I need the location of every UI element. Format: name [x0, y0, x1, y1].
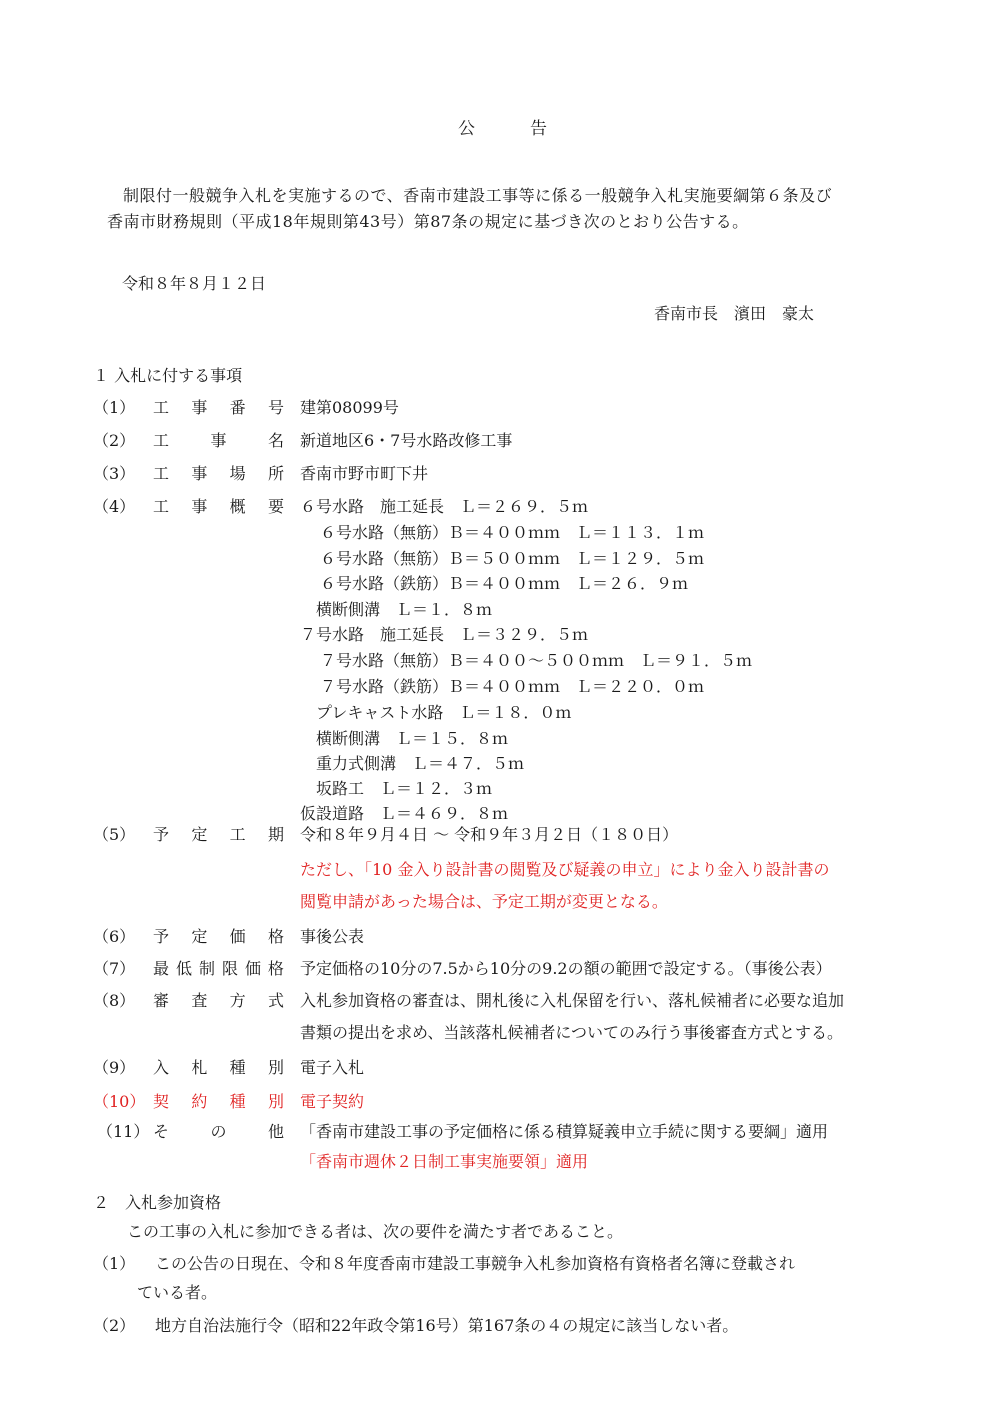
overview-line: ７号水路 施工延長 Ｌ＝３２９．５ｍ	[300, 625, 589, 644]
label-char: 約	[191, 1092, 208, 1111]
overview-line: ７号水路（鉄筋）Ｂ＝４００ｍｍ Ｌ＝２２０．０ｍ	[320, 677, 705, 696]
item-number: （2）	[93, 1316, 136, 1335]
label-char: 予	[153, 927, 170, 946]
label-char: 事	[191, 464, 208, 483]
item-label-text	[153, 929, 284, 945]
label-char: 予	[153, 825, 170, 844]
overview-line: 横断側溝 Ｌ＝１５．８ｍ	[316, 729, 509, 748]
item-value: 新道地区6・7号水路改修工事	[300, 431, 513, 450]
document-title: 公 告	[458, 119, 548, 139]
item-number: （1）	[93, 398, 136, 417]
label-char: 種	[229, 1092, 246, 1111]
overview-line: ６号水路（鉄筋）Ｂ＝４００ｍｍ Ｌ＝２６．９ｍ	[320, 574, 689, 593]
label-char: 契	[153, 1092, 170, 1111]
label-char: 他	[267, 1122, 284, 1141]
label-char: 工	[153, 497, 170, 516]
label-char: 方	[229, 991, 246, 1010]
item-value-line-2: 書類の提出を求め、当該落札候補者についてのみ行う事後審査方式とする。	[300, 1023, 844, 1042]
overview-line: 仮設道路 Ｌ＝４６９．８ｍ	[300, 804, 509, 823]
issuer-name: 香南市長 濱田 豪太	[654, 304, 815, 323]
label-char: 入	[153, 1058, 170, 1077]
item-number: （2）	[93, 431, 136, 450]
label-char: 工	[229, 825, 246, 844]
label-char: 期	[267, 825, 284, 844]
label-char: 定	[191, 927, 208, 946]
item-label-text	[153, 827, 284, 843]
label-char: 工	[153, 464, 170, 483]
qualification-line-1: 地方自治法施行令（昭和22年政令第16号）第167条の４の規定に該当しない者。	[155, 1316, 739, 1335]
label-char: 別	[267, 1058, 284, 1077]
label-char: 別	[267, 1092, 284, 1111]
item-label-text	[153, 1094, 284, 1110]
label-char: 概	[229, 497, 246, 516]
label-char: 事	[191, 398, 208, 417]
schedule-note-line-1: ただし、「10 金入り設計書の閲覧及び疑義の申立」により金入り設計書の	[300, 860, 830, 879]
label-char: 限	[221, 959, 238, 978]
overview-line: 横断側溝 Ｌ＝１．８ｍ	[316, 600, 493, 619]
label-char: 審	[153, 991, 170, 1010]
item-label-text	[153, 466, 284, 482]
label-char: 種	[229, 1058, 246, 1077]
item-label	[153, 929, 284, 945]
overview-line: ６号水路（無筋）Ｂ＝５００ｍｍ Ｌ＝１２９．５ｍ	[320, 549, 705, 568]
label-char: 制	[198, 959, 215, 978]
item-label	[153, 466, 284, 482]
item-label	[153, 827, 284, 843]
item-label	[153, 400, 284, 416]
item-label	[153, 1060, 284, 1076]
label-char: 低	[175, 959, 192, 978]
item-label-text	[153, 400, 284, 416]
item-label-text	[153, 499, 284, 515]
item-label	[153, 1094, 284, 1110]
label-char: 工	[153, 431, 170, 450]
qualification-line-1: この公告の日現在、令和８年度香南市建設工事競争入札参加資格有資格者名簿に登載され	[155, 1254, 796, 1273]
label-char: 所	[267, 464, 284, 483]
item-number: （9）	[93, 1058, 136, 1077]
schedule-note-line-2: 閲覧申請があった場合は、予定工期が変更となる。	[300, 892, 668, 911]
label-char: 最	[153, 959, 170, 978]
item-label	[153, 1124, 284, 1140]
item-value: 事後公表	[300, 927, 365, 946]
item-label-text	[153, 1060, 284, 1076]
item-number: （10）	[93, 1092, 146, 1111]
label-char: 札	[191, 1058, 208, 1077]
label-char: 場	[229, 464, 246, 483]
item-value: 令和８年９月４日 ～ 令和９年３月２日（１８０日）	[300, 825, 679, 844]
item-value: 電子入札	[300, 1058, 365, 1077]
item-label	[153, 499, 284, 515]
section-2-intro: この工事の入札に参加できる者は、次の要件を満たす者であること。	[127, 1222, 624, 1241]
label-char: 事	[191, 497, 208, 516]
section-1-heading: １ 入札に付する事項	[93, 366, 243, 385]
label-char: 価	[229, 927, 246, 946]
label-char: 価	[244, 959, 261, 978]
item-number: （5）	[93, 825, 136, 844]
item-value: 建第08099号	[300, 398, 399, 417]
label-char: 格	[267, 927, 284, 946]
section-2-heading: ２ 入札参加資格	[93, 1193, 222, 1212]
label-char: 査	[191, 991, 208, 1010]
overview-line: ６号水路（無筋）Ｂ＝４００ｍｍ Ｌ＝１１３．１ｍ	[320, 523, 705, 542]
item-value: 香南市野市町下井	[300, 464, 429, 483]
intro-line-2: 香南市財務規則（平成18年規則第43号）第87条の規定に基づき次のとおり公告する。	[107, 212, 749, 231]
item-value: 予定価格の10分の7.5から10分の9.2の額の範囲で設定する。（事後公表）	[300, 959, 832, 978]
label-char: 要	[267, 497, 284, 516]
overview-line: ６号水路 施工延長 Ｌ＝２６９．５ｍ	[300, 497, 589, 516]
item-number: （4）	[93, 497, 136, 516]
label-char: 工	[153, 398, 170, 417]
item-value-line-1: 「香南市建設工事の予定価格に係る積算疑義申立手続に関する要綱」適用	[300, 1122, 829, 1141]
item-label-text	[153, 433, 284, 449]
item-number: （11）	[97, 1122, 150, 1141]
label-char: の	[210, 1122, 227, 1141]
item-label-text	[153, 1124, 284, 1140]
item-label	[153, 961, 284, 977]
intro-line-1: 制限付一般競争入札を実施するので、香南市建設工事等に係る一般競争入札実施要綱第６条及び	[123, 186, 833, 205]
item-label-text	[153, 993, 284, 1009]
item-number: （6）	[93, 927, 136, 946]
label-char: 名	[267, 431, 284, 450]
item-number: （3）	[93, 464, 136, 483]
overview-line: プレキャスト水路 Ｌ＝１８．０ｍ	[316, 703, 572, 722]
item-label	[153, 993, 284, 1009]
qualification-line-2: ている者。	[137, 1283, 218, 1302]
item-value: 電子契約	[300, 1092, 365, 1111]
issue-date: 令和８年８月１２日	[122, 274, 267, 293]
overview-line: ７号水路（無筋）Ｂ＝４００～５００ｍｍ Ｌ＝９１．５ｍ	[320, 651, 753, 670]
item-label	[153, 433, 284, 449]
item-value-line-1: 入札参加資格の審査は、開札後に入札保留を行い、落札候補者に必要な追加	[300, 991, 845, 1010]
item-number: （8）	[93, 991, 136, 1010]
item-label-text	[153, 961, 284, 977]
item-number: （7）	[93, 959, 136, 978]
overview-line: 重力式側溝 Ｌ＝４７．５ｍ	[316, 754, 525, 773]
label-char: 号	[267, 398, 284, 417]
overview-line: 坂路工 Ｌ＝１２．３ｍ	[316, 779, 493, 798]
label-char: 事	[210, 431, 227, 450]
label-char: 定	[191, 825, 208, 844]
label-char: 式	[267, 991, 284, 1010]
item-value-line-2: 「香南市週休２日制工事実施要領」適用	[300, 1152, 589, 1171]
label-char: そ	[153, 1122, 170, 1141]
item-number: （1）	[93, 1254, 136, 1273]
label-char: 番	[229, 398, 246, 417]
label-char: 格	[267, 959, 284, 978]
